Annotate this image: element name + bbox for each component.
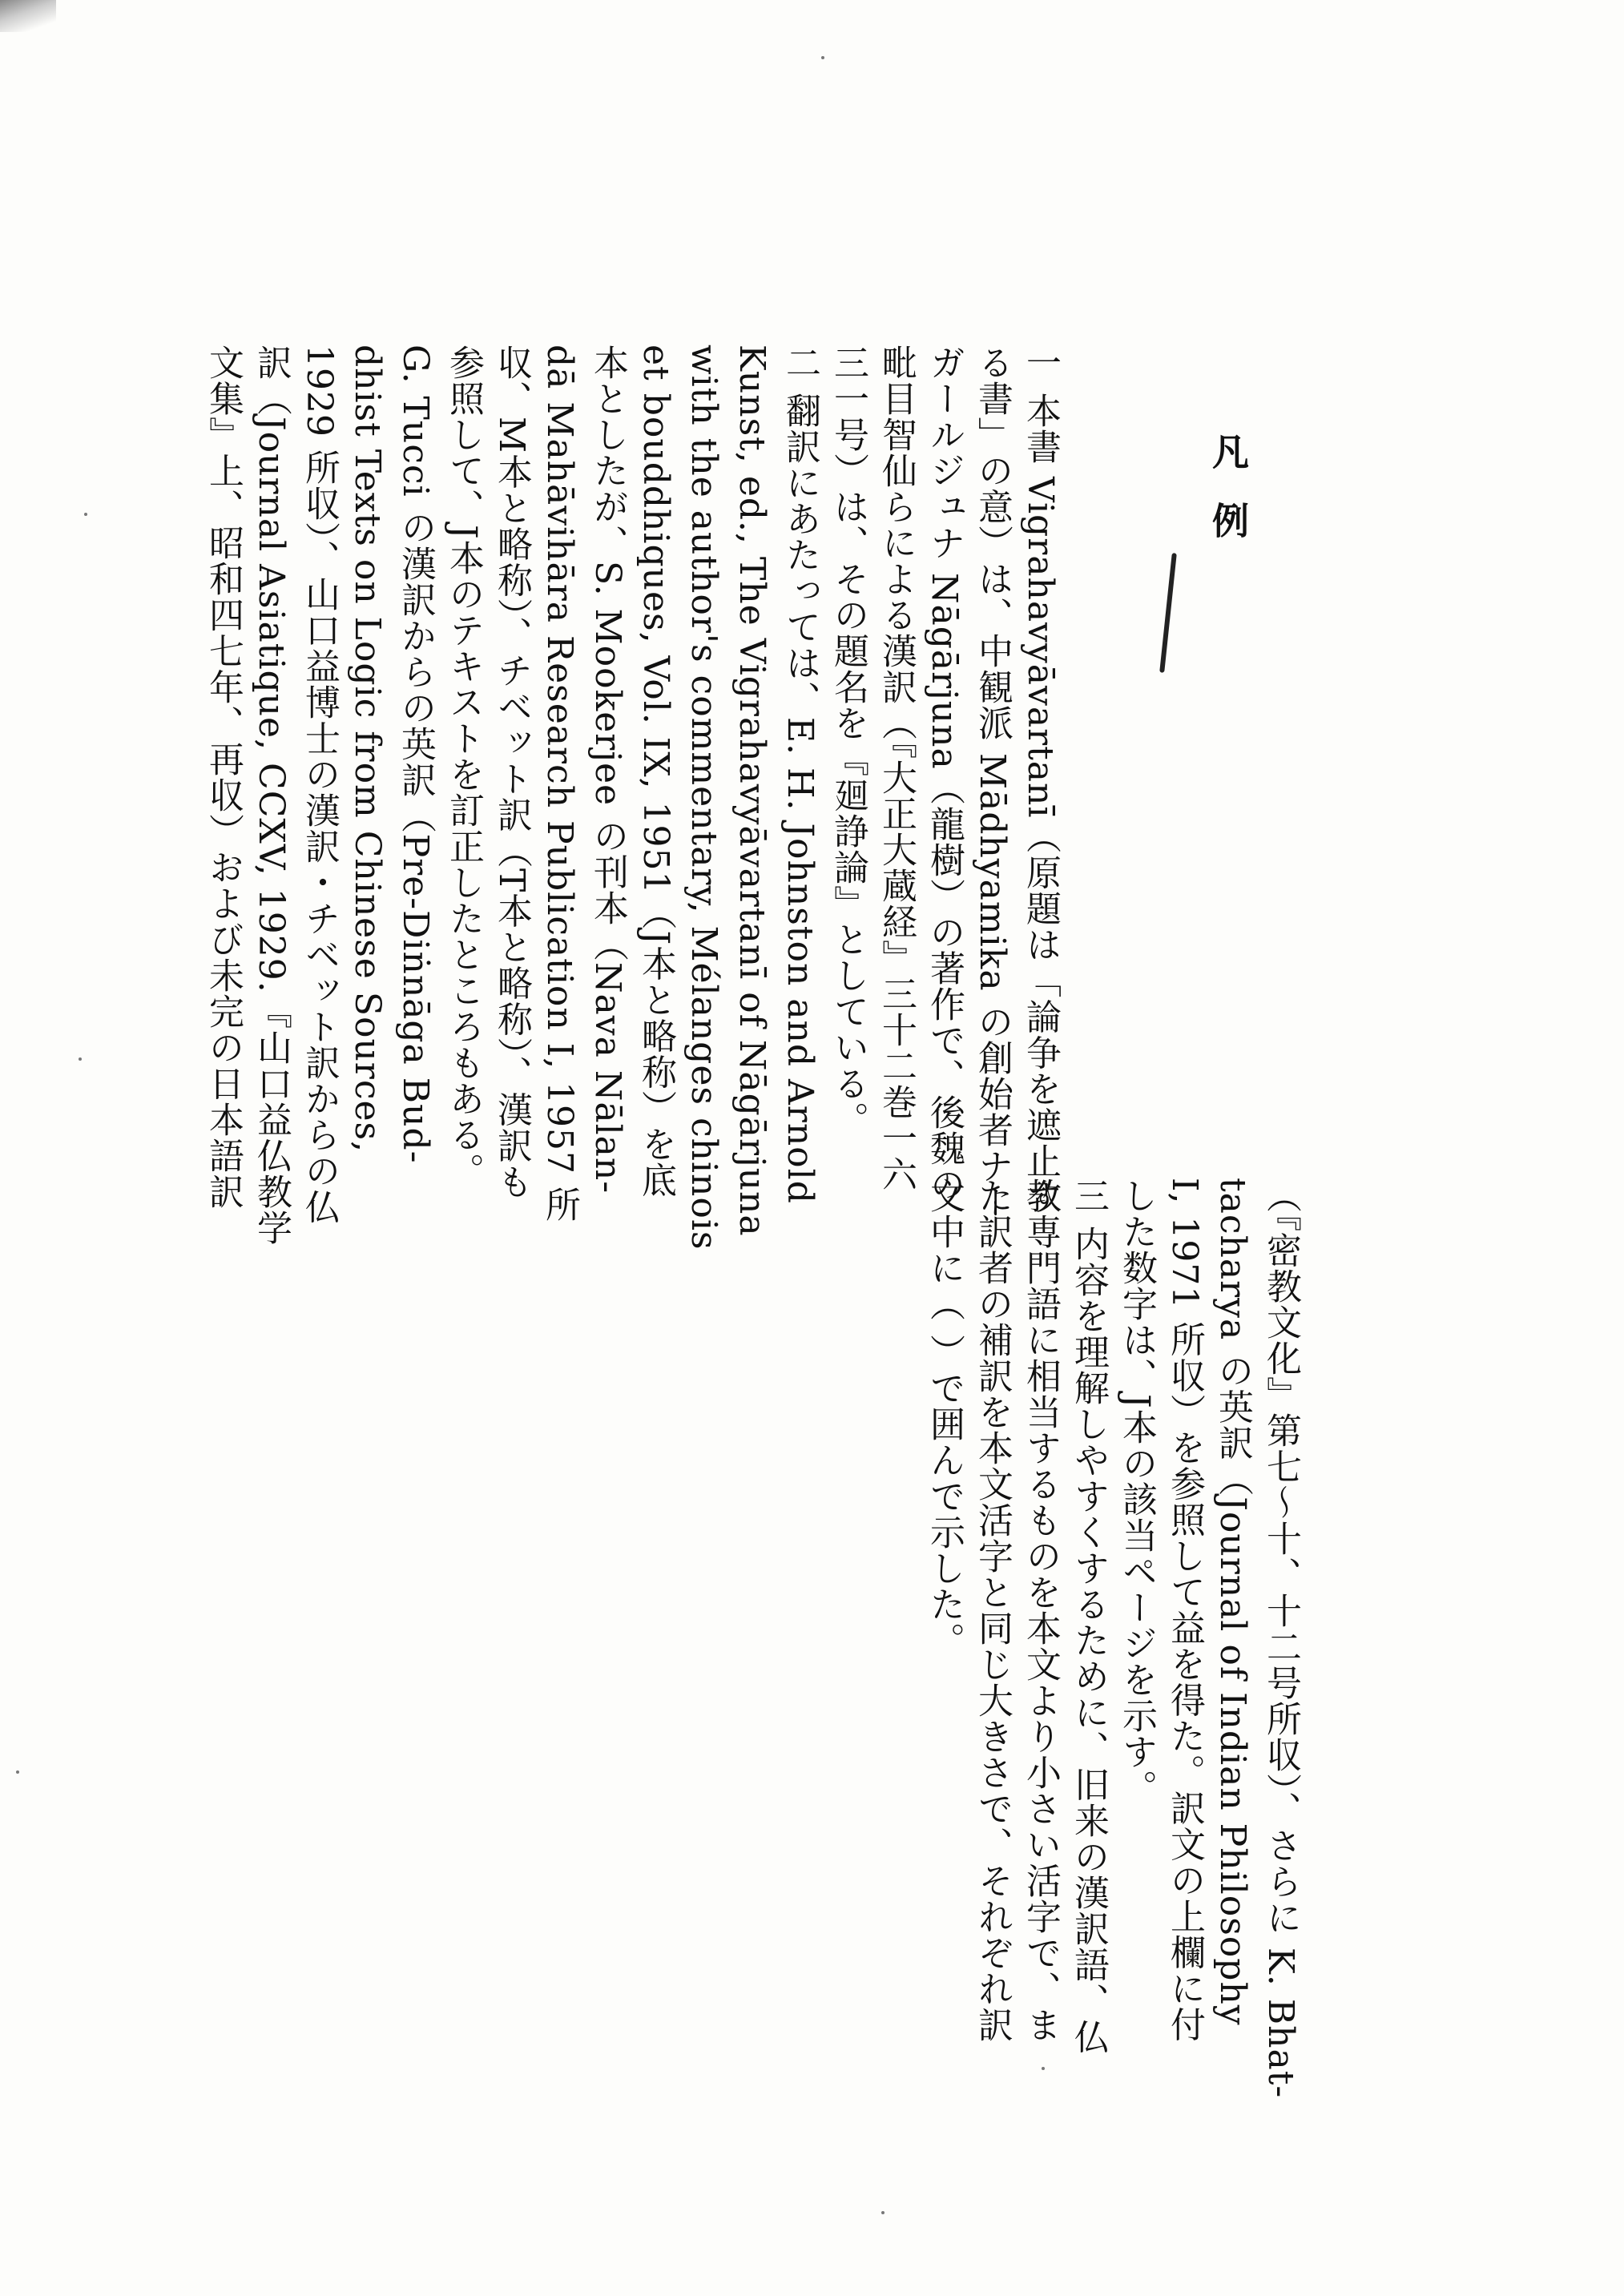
scan-speck	[821, 56, 824, 59]
section3-line-1: 三 内容を理解しやすくするために、旧来の漢訳語、仏	[1068, 1178, 1109, 2055]
scan-speck	[16, 1770, 19, 1774]
scan-speck	[881, 2211, 885, 2214]
scan-artifact	[0, 0, 56, 32]
section2-cont-line-4: した数字は、J本の該当ページを示す。	[1116, 1178, 1157, 1806]
section2-line-3: with the author's commentary, Mélanges chinois	[683, 344, 724, 1251]
section2-line-12: 訳（Journal Asiatique, CCXV, 1929.『山口益仏教学	[251, 344, 292, 1246]
section2-cont-line-2: tacharya の英訳（Journal of Indian Philosophy	[1212, 1178, 1253, 2026]
section2-line-5: 本としたが、S. Mookerjee の刊本（Nava Nālan-	[587, 344, 628, 1194]
section3-line-4: 文中に（ ）で囲んで示した。	[924, 1178, 965, 1658]
section2-line-2: Kunst, ed., The Vigrahavyāvartanī of Nāgārjuna	[731, 344, 772, 1237]
section2-line-11: 1929 所収）、山口益博士の漢訳・チベット訳からの仏	[299, 344, 340, 1225]
scan-speck	[1042, 2067, 1045, 2070]
section2-line-13: 文集』上、昭和四七年、再収）および未完の日本語訳	[203, 344, 244, 1210]
section1-line-5: 三一号）は、その題名を『廻諍論』としている。	[828, 344, 868, 1138]
section1-line-1: 一 本書 Vigrahavyāvartanī（原題は「論争を遮止す	[1020, 344, 1061, 1215]
section2-line-9: G. Tucci の漢訳からの英訳（Pre-Diṅnāga Bud-	[395, 344, 436, 1164]
section3-line-3: た訳者の補訳を本文活字と同じ大きさで、それぞれ訳	[972, 1178, 1013, 2043]
section2-line-8: 参照して、J本のテキストを訂正したところもある。	[443, 344, 484, 1189]
section2-line-1: 二 翻訳にあたっては、E. H. Johnston and Arnold	[780, 344, 820, 1204]
section2-cont-line-1: （『密教文化』第七〜十、十二号所収）、さらに K. Bhat-	[1260, 1178, 1301, 2099]
heading-underline	[1159, 553, 1177, 673]
section2-line-4: et bouddhiques, Vol. IX, 1951（J本と略称）を底	[635, 344, 676, 1198]
section2-line-7: 収、M本と略称）、チベット訳（T本と略称）、漢訳も	[491, 344, 532, 1200]
section2-line-10: dhist Texts on Logic from Chinese Sources,	[347, 344, 388, 1154]
scan-speck	[84, 513, 87, 516]
scan-speck	[79, 1057, 82, 1061]
section1-line-3: ガールジュナ Nāgārjuna（龍樹）の著作で、後魏の	[924, 344, 965, 1202]
section1-line-2: る書」の意）は、中観派 Mādhyamika の創始者ナー	[972, 344, 1013, 1220]
page-heading: 凡例	[1207, 433, 1250, 570]
section1-line-4: 毗目智仙らによる漢訳（『大正大蔵経』三十二巻一六	[876, 344, 917, 1192]
section2-line-6: dā Mahāvihāra Research Publication I, 1957 所	[539, 344, 580, 1223]
section3-line-2: 教専門語に相当するものを本文より小さい活字で、ま	[1020, 1178, 1061, 2043]
section2-cont-line-3: I, 1971 所収）を参照して益を得た。訳文の上欄に付	[1164, 1178, 1205, 2043]
